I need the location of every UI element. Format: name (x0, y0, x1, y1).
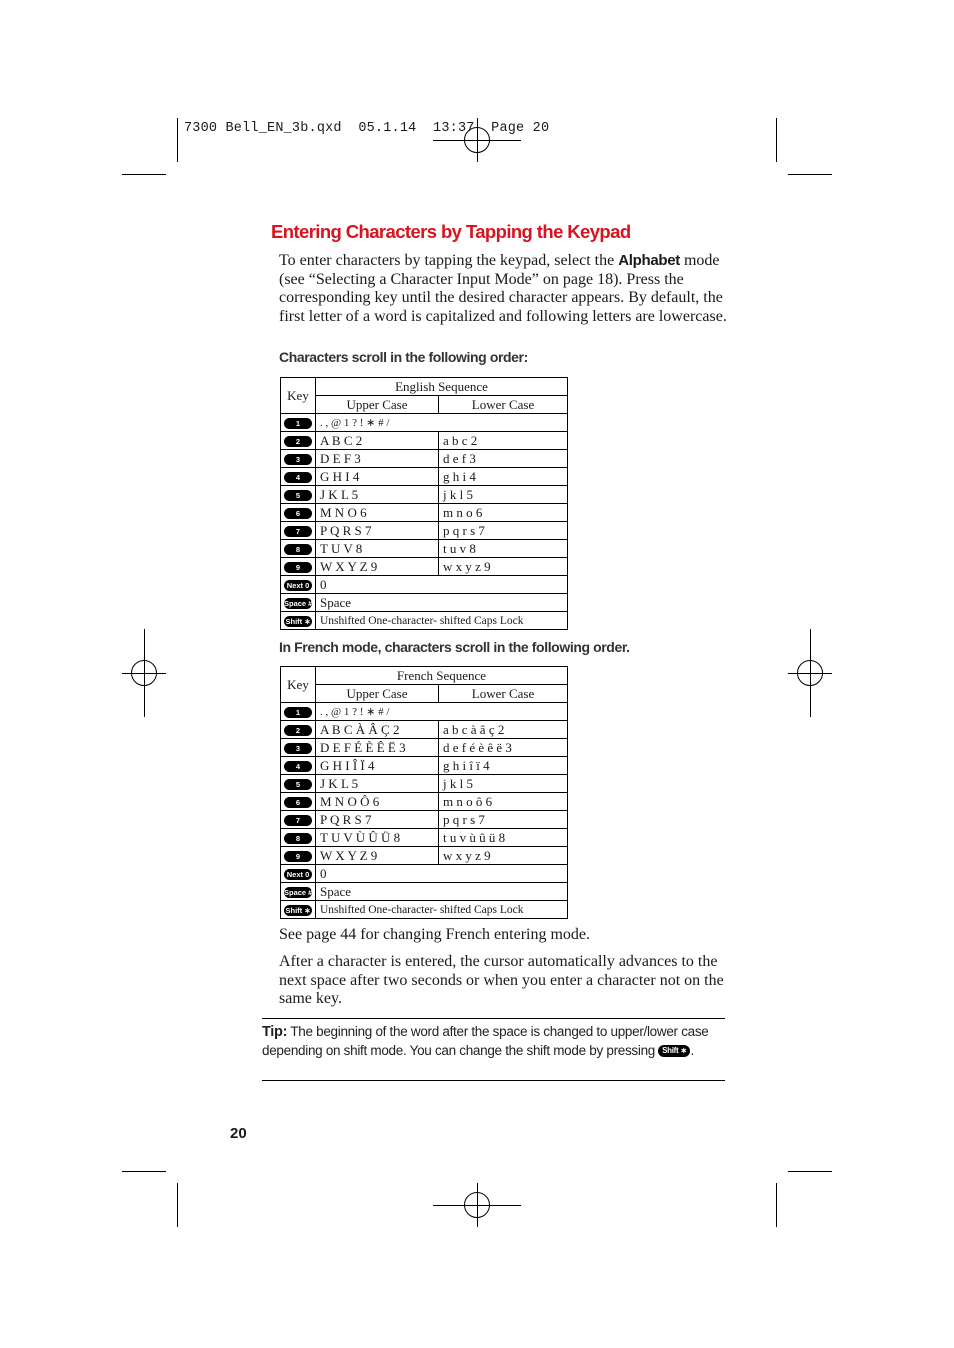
key-cell (281, 775, 316, 793)
tip-body: The beginning of the word after the space is changed to upper/lower case depending on shift mode. You can change the shift mode by pressing (262, 1024, 709, 1058)
lower-case-cell: d e f 3 (439, 450, 568, 468)
sequence-cell: Space (316, 883, 568, 901)
header-upper-case: Upper Case (316, 685, 439, 703)
table-row (281, 504, 568, 522)
table-row (281, 775, 568, 793)
key-cell (281, 450, 316, 468)
english-subheading: Characters scroll in the following order: (279, 349, 528, 365)
upper-case-cell: G H I Î Ï 4 (316, 757, 439, 775)
table-row (281, 811, 568, 829)
table-row (281, 721, 568, 739)
table-row (281, 432, 568, 450)
table-row (281, 793, 568, 811)
upper-case-cell: J K L 5 (316, 486, 439, 504)
upper-case-cell: T U V Ù Û Ü 8 (316, 829, 439, 847)
intro-text-after: mode (see “Selecting a Character Input Mode” on page 18). Press the corresponding key until the desired character appears. By default, the first letter of a word is capitalized and following letters are lowercase. (279, 252, 727, 326)
key-cell (281, 865, 316, 883)
key-cell (281, 594, 316, 612)
key-cell (281, 793, 316, 811)
upper-case-cell: M N O 6 (316, 504, 439, 522)
intro-paragraph (279, 252, 731, 327)
keypad-key-icon: Next 0 (284, 580, 312, 591)
key-cell (281, 414, 316, 432)
keypad-key-icon: 7 (284, 526, 312, 537)
print-slug: 7300 Bell_EN_3b.qxd 05.1.14 13:37 Page 20 (184, 121, 550, 136)
table-row (281, 901, 568, 919)
lower-case-cell: w x y z 9 (439, 558, 568, 576)
tip-end: . (690, 1042, 694, 1058)
french-sequence-table (280, 666, 568, 919)
keypad-key-icon: 4 (284, 472, 312, 483)
lower-case-cell: p q r s 7 (439, 522, 568, 540)
key-cell (281, 468, 316, 486)
key-cell (281, 739, 316, 757)
upper-case-cell: D E F É È Ê Ë 3 (316, 739, 439, 757)
crop-mark-top-left-h (122, 174, 166, 175)
crop-mark-bottom-right-h (788, 1171, 832, 1172)
table-row (281, 594, 568, 612)
header-sequence: English Sequence (316, 378, 568, 396)
lower-case-cell: t u v ù û ü 8 (439, 829, 568, 847)
sequence-cell: Unshifted One-character- shifted Caps Lock (316, 901, 568, 919)
header-lower-case: Lower Case (439, 396, 568, 414)
table-row (281, 468, 568, 486)
upper-case-cell: A B C À Â Ç 2 (316, 721, 439, 739)
keypad-key-icon: 6 (284, 797, 312, 808)
sequence-cell: 0 (316, 865, 568, 883)
upper-case-cell: G H I 4 (316, 468, 439, 486)
upper-case-cell: J K L 5 (316, 775, 439, 793)
key-cell (281, 504, 316, 522)
key-cell (281, 721, 316, 739)
header-sequence: French Sequence (316, 667, 568, 685)
table-header-row (281, 667, 568, 685)
key-cell (281, 703, 316, 721)
upper-case-cell: D E F 3 (316, 450, 439, 468)
keypad-key-icon: 2 (284, 725, 312, 736)
lower-case-cell: m n o ô 6 (439, 793, 568, 811)
table-row (281, 612, 568, 630)
table-row (281, 739, 568, 757)
keypad-key-icon: 5 (284, 490, 312, 501)
table-row (281, 829, 568, 847)
table-row (281, 450, 568, 468)
tip-box (262, 1018, 725, 1081)
keypad-key-icon: 1 (284, 707, 312, 718)
key-cell (281, 757, 316, 775)
header-key: Key (281, 378, 316, 414)
table-row (281, 847, 568, 865)
keypad-key-icon: Shift ∗ (285, 617, 311, 627)
keypad-key-icon: 8 (284, 544, 312, 555)
keypad-key-icon: Shift ∗ (285, 906, 311, 916)
table-row (281, 486, 568, 504)
keypad-key-icon: 1 (284, 418, 312, 429)
intro-text-before: To enter characters by tapping the keypad, select the (279, 252, 619, 269)
sequence-cell: 0 (316, 576, 568, 594)
upper-case-cell: A B C 2 (316, 432, 439, 450)
key-cell (281, 558, 316, 576)
key-cell (281, 847, 316, 865)
lower-case-cell: g h i 4 (439, 468, 568, 486)
upper-case-cell: M N O Ô 6 (316, 793, 439, 811)
alphabet-mode-label: Alphabet (618, 252, 680, 269)
keypad-key-icon: 9 (284, 851, 312, 862)
lower-case-cell: w x y z 9 (439, 847, 568, 865)
key-cell (281, 811, 316, 829)
lower-case-cell: g h i î ï 4 (439, 757, 568, 775)
crop-mark-top-right-h (788, 174, 832, 175)
crop-mark-top-left-v (177, 118, 178, 162)
english-sequence-table (280, 377, 568, 630)
table-header-row (281, 378, 568, 396)
french-subheading: In French mode, characters scroll in the following order. (279, 639, 630, 655)
table-row (281, 576, 568, 594)
table-subheader-row (281, 685, 568, 703)
keypad-key-icon: 9 (284, 562, 312, 573)
key-cell (281, 612, 316, 630)
upper-case-cell: P Q R S 7 (316, 522, 439, 540)
crop-mark-top-right-v (776, 118, 777, 162)
auto-advance-paragraph: After a character is entered, the cursor automatically advances to the next space after two seconds or when you enter a character not on the same key. (279, 953, 724, 1008)
tip-text (262, 1023, 725, 1060)
crop-mark-bottom-left-v (177, 1183, 178, 1227)
sequence-cell: Unshifted One-character- shifted Caps Lock (316, 612, 568, 630)
upper-case-cell: W X Y Z 9 (316, 847, 439, 865)
keypad-key-icon: 5 (284, 779, 312, 790)
upper-case-cell: P Q R S 7 (316, 811, 439, 829)
table-row (281, 540, 568, 558)
lower-case-cell: j k l 5 (439, 486, 568, 504)
table-row (281, 703, 568, 721)
tip-label: Tip: (262, 1024, 288, 1040)
sequence-cell: . , @ 1 ? ! ∗ # / (316, 703, 568, 721)
header-key: Key (281, 667, 316, 703)
sequence-cell: . , @ 1 ? ! ∗ # / (316, 414, 568, 432)
table-row (281, 414, 568, 432)
shift-key-icon: Shift ∗ (658, 1045, 690, 1057)
key-cell (281, 432, 316, 450)
header-lower-case: Lower Case (439, 685, 568, 703)
sequence-cell: Space (316, 594, 568, 612)
page-title: Entering Characters by Tapping the Keypad (271, 221, 631, 242)
lower-case-cell: a b c 2 (439, 432, 568, 450)
key-cell (281, 540, 316, 558)
keypad-key-icon: Next 0 (284, 869, 312, 880)
table-row (281, 757, 568, 775)
keypad-key-icon: 2 (284, 436, 312, 447)
upper-case-cell: W X Y Z 9 (316, 558, 439, 576)
page-number: 20 (230, 1125, 247, 1142)
keypad-key-icon: 6 (284, 508, 312, 519)
keypad-key-icon: Space # (284, 599, 313, 609)
keypad-key-icon: 4 (284, 761, 312, 772)
header-upper-case: Upper Case (316, 396, 439, 414)
table-row (281, 865, 568, 883)
key-cell (281, 522, 316, 540)
keypad-key-icon: 3 (284, 743, 312, 754)
key-cell (281, 486, 316, 504)
table-row (281, 522, 568, 540)
lower-case-cell: m n o 6 (439, 504, 568, 522)
key-cell (281, 829, 316, 847)
table-row (281, 558, 568, 576)
key-cell (281, 901, 316, 919)
key-cell (281, 883, 316, 901)
keypad-key-icon: Space # (284, 888, 313, 898)
key-cell (281, 576, 316, 594)
lower-case-cell: t u v 8 (439, 540, 568, 558)
crop-mark-bottom-right-v (776, 1183, 777, 1227)
see-page-note: See page 44 for changing French entering mode. (279, 926, 591, 943)
lower-case-cell: a b c à â ç 2 (439, 721, 568, 739)
upper-case-cell: T U V 8 (316, 540, 439, 558)
keypad-key-icon: 8 (284, 833, 312, 844)
keypad-key-icon: 7 (284, 815, 312, 826)
lower-case-cell: d e f é è ê ë 3 (439, 739, 568, 757)
crop-mark-bottom-left-h (122, 1171, 166, 1172)
keypad-key-icon: 3 (284, 454, 312, 465)
lower-case-cell: p q r s 7 (439, 811, 568, 829)
lower-case-cell: j k l 5 (439, 775, 568, 793)
table-row (281, 883, 568, 901)
table-subheader-row (281, 396, 568, 414)
